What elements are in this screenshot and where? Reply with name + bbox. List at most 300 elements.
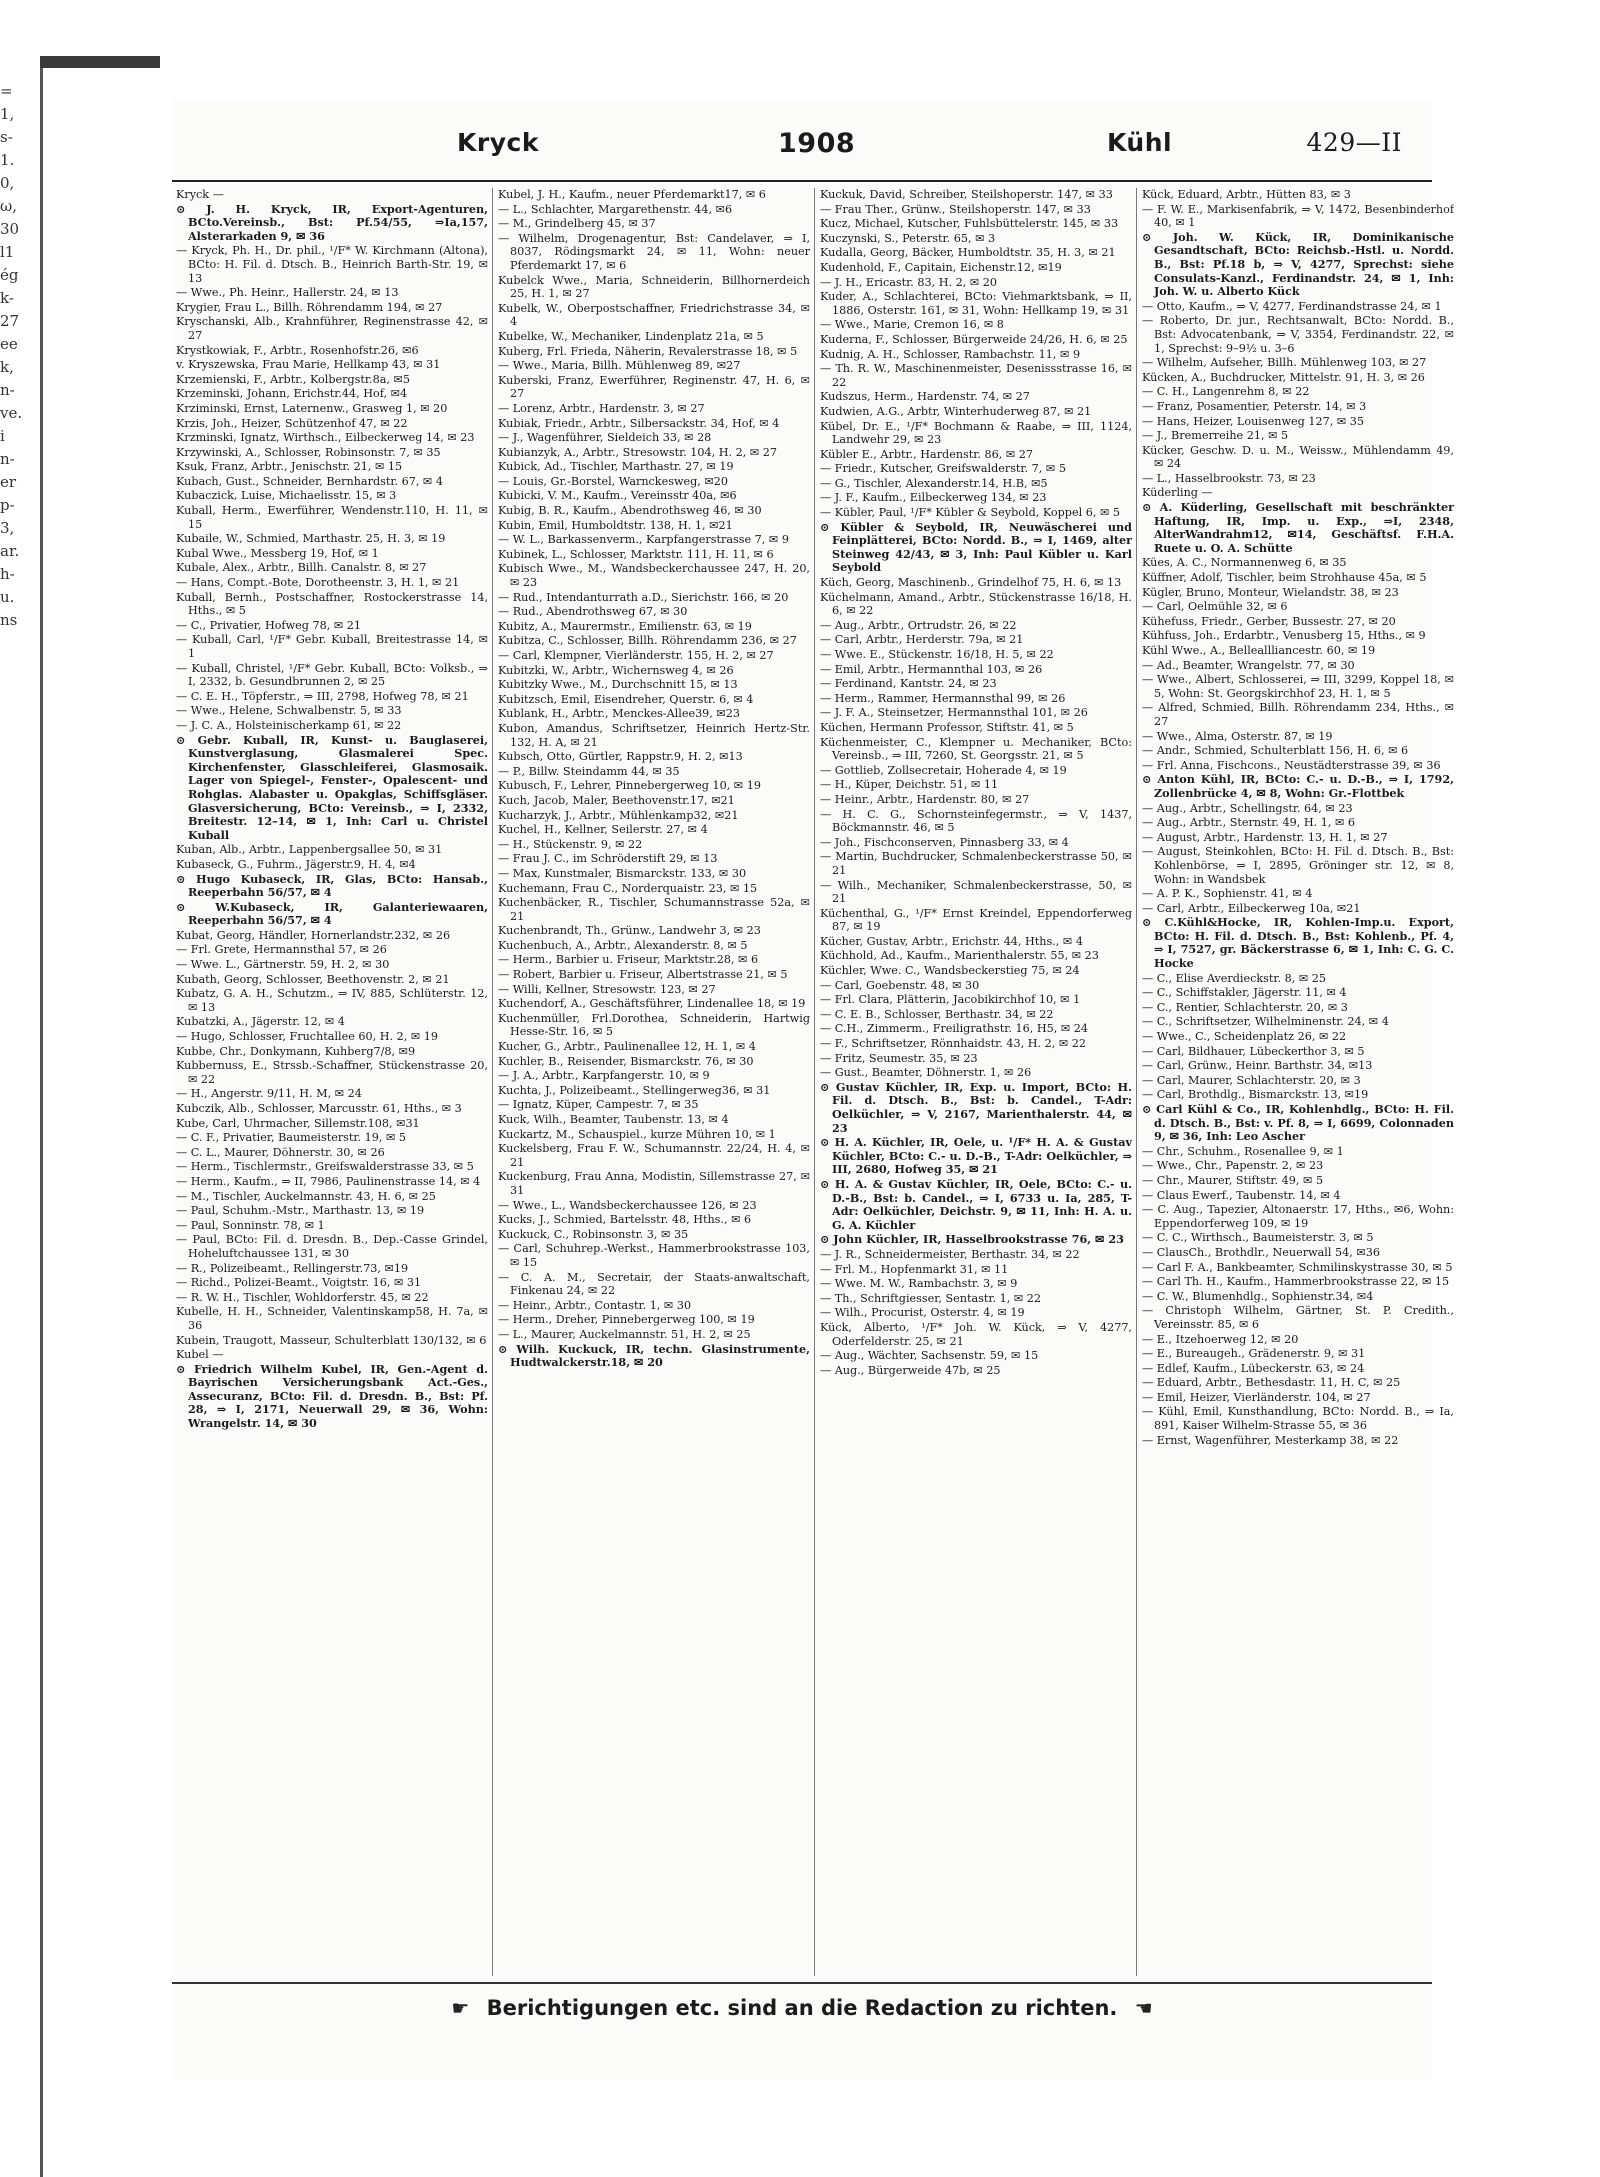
directory-entry: ⊙ H. A. & Gustav Küchler, IR, Oele, BCto: C.- u. D.-B., Bst: b. Candel., ⇒ I, 6733 u. Ia, 285, T-Adr: Oelküchler, Deichstr. 9, ✉ 11, Inh: H. A. u. G. A. Küchler	[820, 1176, 1132, 1232]
directory-entry: Kuchemann, Frau C., Norderquaistr. 23, ✉ 15	[498, 881, 758, 895]
directory-entry: Kucz, Michael, Kutscher, Fuhlsbüttelerstr. 145, ✉ 33	[820, 217, 1119, 231]
column-divider	[1136, 188, 1137, 1976]
margin-fragment: s-	[0, 128, 13, 146]
directory-entry: — Wwe., L., Wandsbeckerchaussee 126, ✉ 23	[498, 1198, 757, 1212]
directory-entry: Kubig, B. R., Kaufm., Abendrothsweg 46, ✉ 30	[498, 504, 762, 518]
pointing-hand-left-icon: ☚	[1134, 1996, 1153, 2020]
directory-entry: ⊙ W.Kubaseck, IR, Galanteriewaaren, Reeperbahn 56/57, ✉ 4	[176, 899, 488, 928]
directory-entry: Kubisch Wwe., M., Wandsbeckerchaussee 247, H. 20, ✉ 23	[498, 562, 810, 590]
directory-entry: ⊙ Wilh. Kuckuck, IR, techn. Glasinstrumente, Hudtwalckerstr.18, ✉ 20	[498, 1341, 810, 1370]
directory-entry: Kubelck Wwe., Maria, Schneiderin, Billhornerdeich 25, H. 1, ✉ 27	[498, 273, 810, 301]
directory-entry: Kubitza, C., Schlosser, Billh. Röhrendamm 236, ✉ 27	[498, 634, 797, 648]
directory-entry: — C. E. B., Schlosser, Berthastr. 34, ✉ 22	[820, 1007, 1054, 1021]
directory-entry: — C., Rentier, Schlachterstr. 20, ✉ 3	[1142, 1000, 1348, 1014]
directory-entry: — Carl, Klempner, Vierländerstr. 155, H. 2, ✉ 27	[498, 649, 774, 662]
directory-entry: — C., Elise Averdieckstr. 8, ✉ 25	[1142, 971, 1326, 985]
directory-entry: Kudwien, A.G., Arbtr, Winterhuderweg 87, ✉ 21	[820, 404, 1092, 418]
directory-entry: — Eduard, Arbtr., Bethesdastr. 11, H. C, ✉ 25	[1142, 1376, 1401, 1390]
directory-entry: Kubatz, G. A. H., Schutzm., ⇒ IV, 885, Schlüterstr. 12, ✉ 13	[176, 987, 488, 1014]
directory-entry: — L., Maurer, Auckelmannstr. 51, H. 2, ✉ 25	[498, 1327, 751, 1341]
directory-entry: — Frau Ther., Grünw., Steilshoperstr. 147, ✉ 33	[820, 202, 1091, 216]
directory-entry: Kücher, Gustav, Arbtr., Erichstr. 44, Hths., ✉ 4	[820, 934, 1083, 948]
directory-entry: Kübler E., Arbtr., Hardenstr. 86, ✉ 27	[820, 447, 1034, 461]
directory-entry: — C. E. H., Töpferstr., ⇒ III, 2798, Hofweg 78, ✉ 21	[176, 689, 469, 703]
directory-entry: — Wwe. L., Gärtnerstr. 59, H. 2, ✉ 30	[176, 958, 390, 972]
directory-entry: — L., Schlachter, Margarethenstr. 44, ✉6	[498, 202, 733, 216]
directory-entry: Küchen, Hermann Professor, Stiftstr. 41, ✉ 5	[820, 720, 1074, 734]
directory-entry: ⊙ A. Küderling, Gesellschaft mit beschränkter Haftung, IR, Imp. u. Exp., ⇒I, 2348, AlterWandrahm12, ✉14, Geschäftsf. F.H.A. Ruete u. O. A. Schütte	[1142, 500, 1454, 555]
directory-entry: — Ad., Beamter, Wrangelstr. 77, ✉ 30	[1142, 658, 1355, 672]
directory-entry: Kubitz, A., Maurermstr., Emilienstr. 63, ✉ 19	[498, 619, 752, 633]
directory-entry: Kück, Alberto, ¹/F* Joh. W. Kück, ⇒ V, 4277, Oderfelderstr. 25, ✉ 21	[820, 1320, 1132, 1348]
margin-fragment: 3,	[0, 519, 15, 537]
directory-entry: Küchelmann, Amand., Arbtr., Stückenstrasse 16/18, H. 6, ✉ 22	[820, 590, 1132, 618]
directory-entry: — H., Angerstr. 9/11, H. M, ✉ 24	[176, 1087, 362, 1101]
directory-entry: — Hugo, Schlosser, Fruchtallee 60, H. 2, ✉ 19	[176, 1030, 439, 1044]
directory-entry: Kudnig, A. H., Schlosser, Rambachstr. 11, ✉ 9	[820, 347, 1081, 361]
directory-entry: Kück, Eduard, Arbtr., Hütten 83, ✉ 3	[1142, 188, 1351, 201]
footer-notice	[172, 1996, 1432, 2036]
directory-entry: Krygier, Frau L., Billh. Röhrendamm 194, ✉ 27	[176, 300, 443, 314]
directory-entry: Kügler, Bruno, Monteur, Wielandstr. 38, ✉ 23	[1142, 585, 1399, 599]
directory-entry: Kubick, Ad., Tischler, Marthastr. 27, ✉ 19	[498, 460, 734, 474]
directory-entry: ⊙ Anton Kühl, IR, BCto: C.- u. D.-B., ⇒ I, 1792, Zollenbrücke 4, ✉ 8, Wohn: Gr.-Flottbek	[1142, 772, 1454, 800]
pointing-hand-right-icon: ☛	[451, 1996, 470, 2020]
directory-entry: Kuch, Jacob, Maler, Beethovenstr.17, ✉21	[498, 793, 735, 807]
directory-entry: — Aug., Wächter, Sachsenstr. 59, ✉ 15	[820, 1349, 1039, 1363]
directory-entry: — C.H., Zimmerm., Freiligrathstr. 16, H5, ✉ 24	[820, 1022, 1089, 1036]
directory-entry: Küchenmeister, C., Klempner u. Mechaniker, BCto: Vereinsb., ⇒ III, 7260, St. Georgsstr. 21, ✉ 5	[820, 735, 1132, 763]
directory-entry: — J. F. A., Steinsetzer, Hermannsthal 101, ✉ 26	[820, 706, 1088, 720]
directory-entry: — Kuball, Christel, ¹/F* Gebr. Kuball, BCto: Volksb., ⇒ I, 2332, b. Gesundbrunnen 2, ✉ 25	[176, 661, 488, 689]
margin-fragment: n-	[0, 450, 15, 468]
directory-entry: — F., Schriftsetzer, Rönnhaidstr. 43, H. 2, ✉ 22	[820, 1037, 1086, 1051]
directory-entry: — J. F., Kaufm., Eilbeckerweg 134, ✉ 23	[820, 491, 1047, 505]
directory-entry: — Heinr., Arbtr., Hardenstr. 80, ✉ 27	[820, 792, 1030, 806]
directory-entry: — Alfred, Schmied, Billh. Röhrendamm 234, Hths., ✉ 27	[1142, 701, 1454, 728]
directory-entry: Kuball, Bernh., Postschaffner, Rostockerstrasse 14, Hths., ✉ 5	[176, 590, 488, 618]
directory-entry: Kubicki, V. M., Kaufm., Vereinsstr 40a, ✉6	[498, 489, 737, 503]
directory-entry: — Carl, Brothdlg., Bismarckstr. 13, ✉19	[1142, 1088, 1369, 1102]
column-1	[176, 188, 488, 1976]
directory-entry: — Max, Kunstmaler, Bismarckstr. 133, ✉ 30	[498, 866, 747, 880]
directory-entry: — Rud., Intendanturrath a.D., Sierichstr. 166, ✉ 20	[498, 590, 789, 604]
directory-entry: Krystkowiak, F., Arbtr., Rosenhofstr.26, ✉6	[176, 343, 419, 357]
directory-entry: — C. A. M., Secretair, der Staats-anwaltschaft, Finkenau 24, ✉ 22	[498, 1270, 810, 1298]
directory-entry: — J. R., Schneidermeister, Berthastr. 34, ✉ 22	[820, 1247, 1080, 1261]
directory-entry: Kubaczick, Luise, Michaelisstr. 15, ✉ 3	[176, 489, 397, 503]
directory-entry: — Fritz, Seumestr. 35, ✉ 23	[820, 1051, 978, 1065]
directory-entry: — Willi, Kellner, Stresowstr. 123, ✉ 27	[498, 982, 716, 996]
directory-entry: — Paul, Schuhm.-Mstr., Marthastr. 13, ✉ 19	[176, 1204, 425, 1218]
directory-entry: Kuchler, B., Reisender, Bismarckstr. 76, ✉ 30	[498, 1054, 754, 1068]
directory-entry: — L., Hasselbrookstr. 73, ✉ 23	[1142, 471, 1316, 485]
directory-entry: Krzywinski, A., Schlosser, Robinsonstr. 7, ✉ 35	[176, 445, 441, 459]
scan-gutter-bar	[40, 56, 160, 68]
directory-entry: — Carl, Grünw., Heinr. Barthstr. 34, ✉13	[1142, 1059, 1373, 1073]
column-2	[498, 188, 810, 1976]
margin-fragment: k-	[0, 289, 14, 307]
directory-entry: — Andr., Schmied, Schulterblatt 156, H. 6, ✉ 6	[1142, 744, 1409, 758]
directory-entry: — P., Billw. Steindamm 44, ✉ 35	[498, 764, 680, 778]
directory-entry: — Martin, Buchdrucker, Schmalenbeckerstrasse 50, ✉ 21	[820, 850, 1132, 877]
directory-entry: — J., Bremerreihe 21, ✉ 5	[1142, 429, 1289, 443]
directory-entry: Kubel, J. H., Kaufm., neuer Pferdemarkt17, ✉ 6	[498, 188, 766, 201]
margin-fragment: ns	[0, 611, 18, 629]
directory-entry: ⊙ Gustav Küchler, IR, Exp. u. Import, BCto: H. Fil. d. Dtsch. B., Bst: b. Candel., T-Adr: Oelküchler, ⇒ V, 2167, Marienthalerstr. 44, ✉ 23	[820, 1079, 1132, 1135]
directory-entry: — Kühl, Emil, Kunsthandlung, BCto: Nordd. B., ⇒ Ia, 891, Kaiser Wilhelm-Strasse 55, ✉ 36	[1142, 1405, 1454, 1433]
directory-entry: — H., Küper, Deichstr. 51, ✉ 11	[820, 778, 999, 792]
margin-fragment: ω,	[0, 197, 17, 215]
directory-entry: — C. L., Maurer, Döhnerstr. 30, ✉ 26	[176, 1145, 385, 1159]
directory-entry: Küch, Georg, Maschinenb., Grindelhof 75, H. 6, ✉ 13	[820, 576, 1122, 590]
directory-entry: — E., Bureaugeh., Grädenerstr. 9, ✉ 31	[1142, 1347, 1366, 1361]
column-divider	[492, 188, 493, 1976]
directory-entry: — Otto, Kaufm., ⇒ V, 4277, Ferdinandstrasse 24, ✉ 1	[1142, 299, 1442, 313]
directory-entry: — Aug., Arbtr., Schellingstr. 64, ✉ 23	[1142, 801, 1353, 815]
margin-fragment: h-	[0, 565, 15, 583]
directory-entry: Kubon, Amandus, Schriftsetzer, Heinrich Hertz-Str. 132, H. A, ✉ 21	[498, 721, 810, 749]
directory-entry: — G., Tischler, Alexanderstr.14, H.B, ✉5	[820, 476, 1048, 490]
directory-entry: — Aug., Arbtr., Sternstr. 49, H. 1, ✉ 6	[1142, 816, 1356, 830]
directory-entry: Kücker, Geschw. D. u. M., Weissw., Mühlendamm 49, ✉ 24	[1142, 443, 1454, 471]
directory-entry: Kuchendorf, A., Geschäftsführer, Lindenallee 18, ✉ 19	[498, 997, 806, 1011]
directory-entry: Kudszus, Herm., Hardenstr. 74, ✉ 27	[820, 390, 1030, 404]
directory-entry: — Kübler, Paul, ¹/F* Kübler & Seybold, Koppel 6, ✉ 5	[820, 506, 1121, 520]
directory-page	[172, 100, 1454, 2080]
margin-fragment: 27	[0, 312, 20, 330]
directory-entry: — Friedr., Kutscher, Greifswalderstr. 7, ✉ 5	[820, 462, 1066, 476]
margin-fragment: =	[0, 82, 13, 100]
directory-entry: — Kuball, Carl, ¹/F* Gebr. Kuball, Breitestrasse 14, ✉ 1	[176, 633, 488, 660]
directory-entry: — Th., Schriftgiesser, Sentastr. 1, ✉ 22	[820, 1291, 1041, 1305]
directory-entry: — Wilh., Mechaniker, Schmalenbeckerstrasse, 50, ✉ 21	[820, 878, 1132, 906]
running-head-year: 1908	[778, 128, 856, 159]
directory-entry: — F. W. E., Markisenfabrik, ⇒ V, 1472, Besenbinderhof 40, ✉ 1	[1142, 202, 1454, 230]
directory-entry: — Wwe. M. W., Rambachstr. 3, ✉ 9	[820, 1277, 1018, 1291]
directory-entry: ⊙ H. A. Küchler, IR, Oele, u. ¹/F* H. A. & Gustav Küchler, BCto: C.- u. D.-B., T-Adr: Oelküchler, ⇒ III, 2680, Hofweg 35, ✉ 21	[820, 1135, 1132, 1177]
directory-entry: — Aug., Arbtr., Ortrudstr. 26, ✉ 22	[820, 618, 1017, 632]
directory-entry: — Lorenz, Arbtr., Hardenstr. 3, ✉ 27	[498, 401, 705, 415]
directory-entry: Küchler, Wwe. C., Wandsbeckerstieg 75, ✉ 24	[820, 964, 1080, 978]
directory-entry: — Joh., Fischconserven, Pinnasberg 33, ✉ 4	[820, 835, 1069, 849]
directory-entry: — Ernst, Wagenführer, Mesterkamp 38, ✉ 22	[1142, 1433, 1399, 1447]
directory-entry: Kües, A. C., Normannenweg 6, ✉ 35	[1142, 556, 1347, 570]
directory-entry: — Paul, BCto: Fil. d. Dresdn. B., Dep.-Casse Grindel, Hoheluftchaussee 131, ✉ 30	[176, 1233, 488, 1260]
scan-gutter-line	[40, 56, 43, 2177]
directory-entry: — Chr., Maurer, Stiftstr. 49, ✉ 5	[1142, 1173, 1324, 1187]
directory-entry: Kühl Wwe., A., Belleallliancestr. 60, ✉ 19	[1142, 644, 1376, 657]
margin-fragment: u.	[0, 588, 15, 606]
directory-entry: — Carl, Arbtr., Eilbeckerweg 10a, ✉21	[1142, 901, 1361, 915]
directory-entry: ⊙ J. H. Kryck, IR, Export-Agenturen, BCto.Vereinsb., Bst: Pf.54/55, ⇒Ia,157, Alsterarkaden 9, ✉ 36	[176, 201, 488, 243]
directory-entry: Kudenhold, F., Capitain, Eichenstr.12, ✉19	[820, 260, 1062, 274]
margin-fragment: 0,	[0, 174, 15, 192]
directory-entry: Krzminski, Ignatz, Wirthsch., Eilbeckerweg 14, ✉ 23	[176, 431, 475, 445]
directory-entry: — J. H., Ericastr. 83, H. 2, ✉ 20	[820, 275, 998, 289]
directory-entry: — Wwe., Alma, Osterstr. 87, ✉ 19	[1142, 729, 1333, 743]
directory-entry: — Hans, Heizer, Louisenweg 127, ✉ 35	[1142, 414, 1364, 428]
column-3	[820, 188, 1132, 1976]
directory-columns	[172, 188, 1454, 1976]
directory-entry: Kube, Carl, Uhrmacher, Sillemstr.108, ✉31	[176, 1116, 420, 1130]
directory-entry: — E., Itzehoerweg 12, ✉ 20	[1142, 1332, 1299, 1346]
directory-entry: Kubinek, L., Schlosser, Marktstr. 111, H. 11, ✉ 6	[498, 547, 774, 561]
directory-entry: — C. C., Wirthsch., Baumeisterstr. 3, ✉ 5	[1142, 1231, 1374, 1245]
directory-entry: Kucharzyk, J., Arbtr., Mühlenkamp32, ✉21	[498, 808, 739, 822]
directory-entry: — R., Polizeibeamt., Rellingerstr.73, ✉19	[176, 1261, 409, 1275]
directory-entry: Kucher, G., Arbtr., Paulinenallee 12, H. 1, ✉ 4	[498, 1040, 756, 1054]
directory-entry: — Frl. Anna, Fischcons., Neustädterstrasse 39, ✉ 36	[1142, 758, 1441, 772]
directory-entry: Kuck, Wilh., Beamter, Taubenstr. 13, ✉ 4	[498, 1113, 729, 1126]
directory-entry: Kübel, Dr. E., ¹/F* Bochmann & Raabe, ⇒ III, 1124, Landwehr 29, ✉ 23	[820, 419, 1132, 447]
directory-entry: — August, Arbtr., Hardenstr. 13, H. 1, ✉ 27	[1142, 830, 1388, 844]
directory-entry: — Chr., Schuhm., Rosenallee 9, ✉ 1	[1142, 1144, 1344, 1158]
directory-entry: Kuball, Herm., Ewerführer, Wendenstr.110, H. 11, ✉ 15	[176, 504, 488, 531]
directory-entry: Küffner, Adolf, Tischler, beim Strohhause 45a, ✉ 5	[1142, 571, 1427, 585]
directory-entry: — H., Stückenstr. 9, ✉ 22	[498, 837, 643, 851]
directory-entry: Kuderna, F., Schlosser, Bürgerweide 24/26, H. 6, ✉ 25	[820, 332, 1128, 346]
directory-entry: Kuban, Alb., Arbtr., Lappenbergsallee 50, ✉ 31	[176, 843, 443, 857]
directory-entry: — Wilhelm, Aufseher, Billh. Mühlenweg 103, ✉ 27	[1142, 356, 1427, 370]
directory-entry: — Louis, Gr.-Borstel, Warnckesweg, ✉20	[498, 474, 729, 488]
directory-entry: Kucks, J., Schmied, Bartelsstr. 48, Hths., ✉ 6	[498, 1213, 752, 1227]
directory-entry: — Heinr., Arbtr., Contastr. 1, ✉ 30	[498, 1298, 692, 1312]
directory-entry: Kubitzki, W., Arbtr., Wichernsweg 4, ✉ 26	[498, 663, 734, 677]
directory-entry: Kuberg, Frl. Frieda, Näherin, Revalerstrasse 18, ✉ 5	[498, 344, 798, 358]
directory-entry: — Wwe., Ph. Heinr., Hallerstr. 24, ✉ 13	[176, 286, 399, 300]
directory-entry: Kubitzky Wwe., M., Durchschnitt 15, ✉ 13	[498, 678, 738, 692]
directory-entry: Kuchenbäcker, R., Tischler, Schumannstrasse 52a, ✉ 21	[498, 896, 810, 923]
directory-entry: Kubatzki, A., Jägerstr. 12, ✉ 4	[176, 1015, 345, 1029]
directory-entry: Kuckartz, M., Schauspiel., kurze Mühren 10, ✉ 1	[498, 1127, 776, 1141]
directory-entry: — J. A., Arbtr., Karpfangerstr. 10, ✉ 9	[498, 1069, 710, 1083]
directory-entry: Krzeminski, Johann, Erichstr.44, Hof, ✉4	[176, 387, 408, 401]
directory-entry: Kryschanski, Alb., Krahnführer, Reginenstrasse 42, ✉ 27	[176, 315, 488, 342]
directory-entry: — C., Privatier, Hofweg 78, ✉ 21	[176, 618, 362, 632]
directory-entry: — Wwe., Albert, Schlosserei, ⇒ III, 3299, Koppel 18, ✉ 5, Wohn: St. Georgskirchhof 23, H. 1, ✉ 5	[1142, 673, 1454, 700]
directory-entry: — Gust., Beamter, Döhnerstr. 1, ✉ 26	[820, 1066, 1032, 1080]
column-divider	[814, 188, 815, 1976]
directory-entry: Kubale, Alex., Arbtr., Billh. Canalstr. 8, ✉ 27	[176, 561, 427, 575]
directory-entry: — Wilh., Procurist, Osterstr. 4, ✉ 19	[820, 1306, 1025, 1320]
directory-entry: — Carl, Schuhrep.-Werkst., Hammerbrookstrasse 103, ✉ 15	[498, 1242, 810, 1269]
directory-entry: Kuder, A., Schlachterei, BCto: Viehmarktsbank, ⇒ II, 1886, Osterstr. 161, ✉ 31, Wohn: Hellkamp 19, ✉ 31	[820, 290, 1132, 317]
directory-entry: Kubitzsch, Emil, Eisendreher, Querstr. 6, ✉ 4	[498, 692, 754, 706]
margin-fragment: ar.	[0, 542, 20, 560]
directory-entry: — Franz, Posamentier, Peterstr. 14, ✉ 3	[1142, 399, 1367, 413]
directory-entry: — Rud., Abendrothsweg 67, ✉ 30	[498, 605, 688, 619]
directory-entry: Kuckelsberg, Frau F. W., Schumannstr. 22/24, H. 4, ✉ 21	[498, 1142, 810, 1169]
directory-entry: Kubusch, F., Lehrer, Pinnebergerweg 10, ✉ 19	[498, 779, 761, 793]
directory-entry: — Aug., Bürgerweide 47b, ✉ 25	[820, 1363, 1001, 1377]
directory-entry: Kubsch, Otto, Gürtler, Rappstr.9, H. 2, ✉13	[498, 750, 743, 764]
margin-fragment: 1.	[0, 151, 15, 169]
directory-entry: — Carl, Oelmühle 32, ✉ 6	[1142, 600, 1288, 614]
directory-entry: Kühfuss, Joh., Erdarbtr., Venusberg 15, Hths., ✉ 9	[1142, 629, 1426, 643]
directory-entry: — Frau J. C., im Schröderstift 29, ✉ 13	[498, 852, 718, 866]
directory-entry: Kubbernuss, E., Strssb.-Schaffner, Stückenstrasse 20, ✉ 22	[176, 1059, 488, 1086]
directory-entry: — Herm., Kaufm., ⇒ II, 7986, Paulinenstrasse 14, ✉ 4	[176, 1174, 481, 1188]
directory-entry: Krzemienski, F., Arbtr., Kolbergstr.8a, ✉5	[176, 372, 410, 386]
directory-entry: — Carl, Arbtr., Herderstr. 79a, ✉ 21	[820, 633, 1024, 647]
directory-entry: — C., Schriftsetzer, Wilhelminenstr. 24, ✉ 4	[1142, 1015, 1389, 1029]
directory-entry: Kublank, H., Arbtr., Menckes-Allee39, ✉23	[498, 707, 741, 721]
directory-entry: — Emil, Heizer, Vierländerstr. 104, ✉ 27	[1142, 1390, 1371, 1404]
directory-entry: — Carl, Goebenstr. 48, ✉ 30	[820, 978, 980, 992]
directory-entry: — J., Wagenführer, Sieldeich 33, ✉ 28	[498, 431, 712, 445]
directory-entry: Kubal Wwe., Messberg 19, Hof, ✉ 1	[176, 546, 379, 560]
directory-entry: Kubaseck, G., Fuhrm., Jägerstr.9, H. 4, ✉4	[176, 857, 416, 871]
directory-entry: — M., Grindelberg 45, ✉ 37	[498, 217, 656, 231]
directory-entry: — Herm., Dreher, Pinnebergerweg 100, ✉ 19	[498, 1313, 755, 1327]
running-head	[172, 128, 1432, 168]
directory-entry: Kubein, Traugott, Masseur, Schulterblatt 130/132, ✉ 6	[176, 1333, 487, 1347]
directory-entry: — Roberto, Dr. jur., Rechtsanwalt, BCto: Nordd. B., Bst: Advocatenbank, ⇒ V, 3354, Ferdinandstr. 22, ✉ 1, Sprechst: 9–9½ u. 3–6	[1142, 314, 1454, 355]
margin-fragment: p-	[0, 496, 15, 514]
directory-entry: ⊙ Hugo Kubaseck, IR, Glas, BCto: Hansab., Reeperbahn 56/57, ✉ 4	[176, 871, 488, 900]
directory-entry: Kubat, Georg, Händler, Hornerlandstr.232, ✉ 26	[176, 928, 451, 942]
directory-entry: — Wwe., Maria, Billh. Mühlenweg 89, ✉27	[498, 359, 741, 373]
directory-entry: Kudalla, Georg, Bäcker, Humboldtstr. 35, H. 3, ✉ 21	[820, 246, 1116, 260]
directory-entry: — Th. R. W., Maschinenmeister, Desenissstrasse 16, ✉ 22	[820, 362, 1132, 389]
directory-entry: — C. H., Langenrehm 8, ✉ 22	[1142, 385, 1310, 399]
directory-entry: Kubbe, Chr., Donkymann, Kuhberg7/8, ✉9	[176, 1044, 416, 1058]
directory-entry: — Christoph Wilhelm, Gärtner, St. P. Credith., Vereinsstr. 85, ✉ 6	[1142, 1304, 1454, 1331]
directory-entry: Küchhold, Ad., Kaufm., Marienthalerstr. 55, ✉ 23	[820, 949, 1099, 963]
directory-entry: — Wwe., Helene, Schwalbenstr. 5, ✉ 33	[176, 704, 402, 718]
directory-entry: — Wilhelm, Drogenagentur, Bst: Candelaver, ⇒ I, 8037, Rödingsmarkt 24, ✉ 11, Wohn: neuer Pferdemarkt 17, ✉ 6	[498, 231, 810, 272]
directory-entry: — Kryck, Ph. H., Dr. phil., ¹/F* W. Kirchmann (Altona), BCto: H. Fil. d. Dtsch. B., Heinrich Barth-Str. 19, ✉ 13	[176, 244, 488, 285]
directory-entry: Kuckuck, C., Robinsonstr. 3, ✉ 35	[498, 1227, 689, 1241]
directory-entry: — Carl, Bildhauer, Lübeckerthor 3, ✉ 5	[1142, 1044, 1365, 1058]
header-rule	[172, 180, 1432, 182]
directory-entry: — C. F., Privatier, Baumeisterstr. 19, ✉ 5	[176, 1131, 407, 1145]
directory-entry: v. Kryszewska, Frau Marie, Hellkamp 43, ✉ 31	[176, 358, 441, 372]
margin-fragment: k,	[0, 358, 14, 376]
footer-text: Berichtigungen etc. sind an die Redaction zu richten.	[486, 1996, 1118, 2020]
directory-entry: Kubin, Emil, Humboldtstr. 138, H. 1, ✉21	[498, 518, 733, 532]
page-number: 429—II	[1306, 128, 1402, 157]
directory-entry: Kuchta, J., Polizeibeamt., Stellingerweg36, ✉ 31	[498, 1083, 771, 1097]
directory-entry: Kuchenmüller, Frl.Dorothea, Schneiderin, Hartwig Hesse-Str. 16, ✉ 5	[498, 1011, 810, 1039]
directory-entry: Krzis, Joh., Heizer, Schützenhof 47, ✉ 22	[176, 416, 408, 430]
directory-entry: — Wwe., Chr., Papenstr. 2, ✉ 23	[1142, 1159, 1324, 1173]
directory-entry: — Edlef, Kaufm., Lübeckerstr. 63, ✉ 24	[1142, 1361, 1365, 1375]
directory-entry: — August, Steinkohlen, BCto: H. Fil. d. Dtsch. B., Bst: Kohlenbörse, ⇒ I, 2895, Gröninger str. 12, ✉ 8, Wohn: in Wandsbek	[1142, 845, 1454, 886]
directory-entry: — Robert, Barbier u. Friseur, Albertstrasse 21, ✉ 5	[498, 968, 788, 982]
margin-fragment: ee	[0, 335, 18, 353]
running-head-last-name: Kühl	[1107, 128, 1173, 157]
directory-entry: — Frl. Grete, Hermannsthal 57, ✉ 26	[176, 943, 387, 957]
directory-entry: Kubel —	[176, 1348, 224, 1362]
directory-entry: Kuczynski, S., Peterstr. 65, ✉ 3	[820, 231, 996, 245]
directory-entry: — H. C. G., Schornsteinfegermstr., ⇒ V, 1437, Böckmannstr. 46, ✉ 5	[820, 807, 1132, 835]
directory-entry: — Richd., Polizei-Beamt., Voigtstr. 16, ✉ 31	[176, 1276, 422, 1290]
directory-entry: Kryck —	[176, 188, 224, 201]
directory-entry: Kubelke, W., Mechaniker, Lindenplatz 21a, ✉ 5	[498, 329, 764, 343]
directory-entry: — ClausCh., Brothdlr., Neuerwall 54, ✉36	[1142, 1245, 1380, 1259]
margin-fragment: ve.	[0, 404, 23, 422]
directory-entry: — Herm., Rammer, Hermannsthal 99, ✉ 26	[820, 691, 1066, 705]
margin-fragment: i	[0, 427, 5, 445]
directory-entry: — Hans, Compt.-Bote, Dorotheenstr. 3, H. 1, ✉ 21	[176, 576, 460, 590]
directory-entry: — Wwe., C., Scheidenplatz 26, ✉ 22	[1142, 1030, 1347, 1044]
margin-fragment: ég	[0, 266, 19, 284]
directory-entry: — Emil, Arbtr., Hermannthal 103, ✉ 26	[820, 662, 1043, 676]
directory-entry: — Wwe. E., Stückenstr. 16/18, H. 5, ✉ 22	[820, 648, 1054, 661]
directory-entry: — Claus Ewerf., Taubenstr. 14, ✉ 4	[1142, 1188, 1341, 1202]
directory-entry: — M., Tischler, Auckelmannstr. 43, H. 6, ✉ 25	[176, 1189, 436, 1203]
margin-fragment: 30	[0, 220, 20, 238]
directory-entry: ⊙ C.Kühl&Hocke, IR, Kohlen-Imp.u. Export, BCto: H. Fil. d. Dtsch. B., Bst: Kohlenb., Pf. 4, ⇒ I, 7527, gr. Bäckerstrasse 6, ✉ 1, Inh: C. G. C. Hocke	[1142, 915, 1454, 971]
directory-entry: Kücken, A., Buchdrucker, Mittelstr. 91, H. 3, ✉ 26	[1142, 370, 1425, 384]
running-head-first-name: Kryck	[457, 128, 539, 157]
directory-entry: Küchenthal, G., ¹/F* Ernst Kreindel, Eppendorferweg 87, ✉ 19	[820, 906, 1132, 934]
margin-fragment: 1,	[0, 105, 15, 123]
directory-entry: — A. P. K., Sophienstr. 41, ✉ 4	[1142, 887, 1313, 901]
directory-entry: — Frl. Clara, Plätterin, Jacobikirchhof 10, ✉ 1	[820, 993, 1081, 1007]
directory-entry: — Ferdinand, Kantstr. 24, ✉ 23	[820, 677, 997, 691]
directory-entry: Ksuk, Franz, Arbtr., Jenischstr. 21, ✉ 15	[176, 460, 403, 474]
directory-entry: Kubiak, Friedr., Arbtr., Silbersackstr. 34, Hof, ✉ 4	[498, 416, 780, 430]
directory-entry: Kubelk, W., Oberpostschaffner, Friedrichstrasse 34, ✉ 4	[498, 301, 810, 329]
directory-entry: Krziminski, Ernst, Laternenw., Grasweg 1, ✉ 20	[176, 401, 448, 415]
directory-entry: — Carl, Maurer, Schlachterstr. 20, ✉ 3	[1142, 1073, 1361, 1087]
directory-entry: ⊙ Kübler & Seybold, IR, Neuwäscherei und Feinplätterei, BCto: Nordd. B., ⇒ I, 1469, alter Steinweg 42/43, ✉ 3, Inh: Paul Kübler u. Karl Seybold	[820, 519, 1132, 575]
directory-entry: — Paul, Sonninstr. 78, ✉ 1	[176, 1218, 325, 1232]
directory-entry: — Herm., Tischlermstr., Greifswalderstrasse 33, ✉ 5	[176, 1160, 474, 1174]
column-4	[1142, 188, 1454, 1976]
directory-entry: — C., Schiffstakler, Jägerstr. 11, ✉ 4	[1142, 986, 1347, 1000]
footer-rule	[172, 1982, 1432, 1984]
margin-fragment: er	[0, 473, 17, 491]
directory-entry: ⊙ Joh. W. Kück, IR, Dominikanische Gesandtschaft, BCto: Reichsb.-Hstl. u. Nordd. B., Bst: Pf.18 b, ⇒ V, 4277, Sprechst: siehe Consulats-Kanzl., Ferdinandstr. 24, ✉ 1, Inh: Joh. W. u. Alberto Kück	[1142, 229, 1454, 299]
directory-entry: ⊙ Carl Kühl & Co., IR, Kohlenhdlg., BCto: H. Fil. d. Dtsch. B., Bst: v. Pf. 8, ⇒ I, 6699, Colonnaden 9, ✉ 36, Inh: Leo Ascher	[1142, 1102, 1454, 1144]
directory-entry: Küderling —	[1142, 486, 1213, 500]
directory-entry: Kühefuss, Friedr., Gerber, Bussestr. 27, ✉ 20	[1142, 614, 1396, 628]
previous-page-margin-fragments	[0, 80, 38, 2057]
directory-entry: Kuckuk, David, Schreiber, Steilshoperstr. 147, ✉ 33	[820, 188, 1113, 201]
directory-entry: Kuberski, Franz, Ewerführer, Reginenstr. 47, H. 6, ✉ 27	[498, 373, 810, 401]
directory-entry: Kubath, Georg, Schlosser, Beethovenstr. 2, ✉ 21	[176, 972, 450, 986]
margin-fragment: l1	[0, 243, 15, 261]
directory-entry: ⊙ Gebr. Kuball, IR, Kunst- u. Bauglaserei, Kunstverglasung, Glasmalerei Spec. Kirchenfenster, Glasschleiferei, Glasmosaik. Lager von Spiegel-, Fenster-, Opalescent- und Rohglas. Alabaster u. Opakglas, Schiffsgläser. Glasversicherung, BCto: Vereinsb., ⇒ I, 2332, Breitestr. 12–14, ✉ 1, Inh: Carl u. Christel Kuball	[176, 732, 488, 842]
directory-entry: Kuchenbrandt, Th., Grünw., Landwehr 3, ✉ 23	[498, 924, 761, 938]
directory-entry: Kuchenbuch, A., Arbtr., Alexanderstr. 8, ✉ 5	[498, 938, 748, 952]
directory-entry: ⊙ Friedrich Wilhelm Kubel, IR, Gen.-Agent d. Bayrischen Versicherungsbank Act.-Ges., Assecuranz, BCto: Fil. d. Dresdn. B., Bst: Pf. 28, ⇒ I, 2171, Neuerwall 29, ✉ 36, Wohn: Wrangelstr. 14, ✉ 30	[176, 1361, 488, 1431]
directory-entry: — J. C. A., Holsteinischerkamp 61, ✉ 22	[176, 718, 402, 732]
directory-entry: Kubach, Gust., Schneider, Bernhardstr. 67, ✉ 4	[176, 474, 443, 488]
directory-entry: Kubaile, W., Schmied, Marthastr. 25, H. 3, ✉ 19	[176, 532, 446, 546]
directory-entry: Kubianzyk, A., Arbtr., Stresowstr. 104, H. 2, ✉ 27	[498, 445, 778, 459]
directory-entry: — Gottlieb, Zollsecretair, Hoherade 4, ✉ 19	[820, 763, 1067, 777]
directory-entry: ⊙ John Küchler, IR, Hasselbrookstrasse 76, ✉ 23	[820, 1232, 1124, 1247]
directory-entry: Kuchel, H., Kellner, Seilerstr. 27, ✉ 4	[498, 823, 708, 837]
directory-entry: — C. W., Blumenhdlg., Sophienstr.34, ✉4	[1142, 1289, 1374, 1303]
margin-fragment: n-	[0, 381, 15, 399]
directory-entry: — Frl. M., Hopfenmarkt 31, ✉ 11	[820, 1262, 1009, 1276]
directory-entry: — Herm., Barbier u. Friseur, Marktstr.28, ✉ 6	[498, 953, 759, 967]
directory-entry: — W. L., Barkassenverm., Karpfangerstrasse 7, ✉ 9	[498, 533, 789, 547]
directory-entry: — Carl F. A., Bankbeamter, Schmilinskystrasse 30, ✉ 5	[1142, 1260, 1453, 1274]
directory-entry: — Ignatz, Küper, Campestr. 7, ✉ 35	[498, 1098, 699, 1112]
directory-entry: Kubczik, Alb., Schlosser, Marcusstr. 61, Hths., ✉ 3	[176, 1102, 462, 1115]
directory-entry: — Wwe., Marie, Cremon 16, ✉ 8	[820, 318, 1004, 332]
directory-entry: — R. W. H., Tischler, Wohldorferstr. 45, ✉ 22	[176, 1290, 429, 1304]
directory-entry: Kubelle, H. H., Schneider, Valentinskamp58, H. 7a, ✉ 36	[176, 1305, 488, 1332]
directory-entry: — Carl Th. H., Kaufm., Hammerbrookstrasse 22, ✉ 15	[1142, 1275, 1450, 1289]
